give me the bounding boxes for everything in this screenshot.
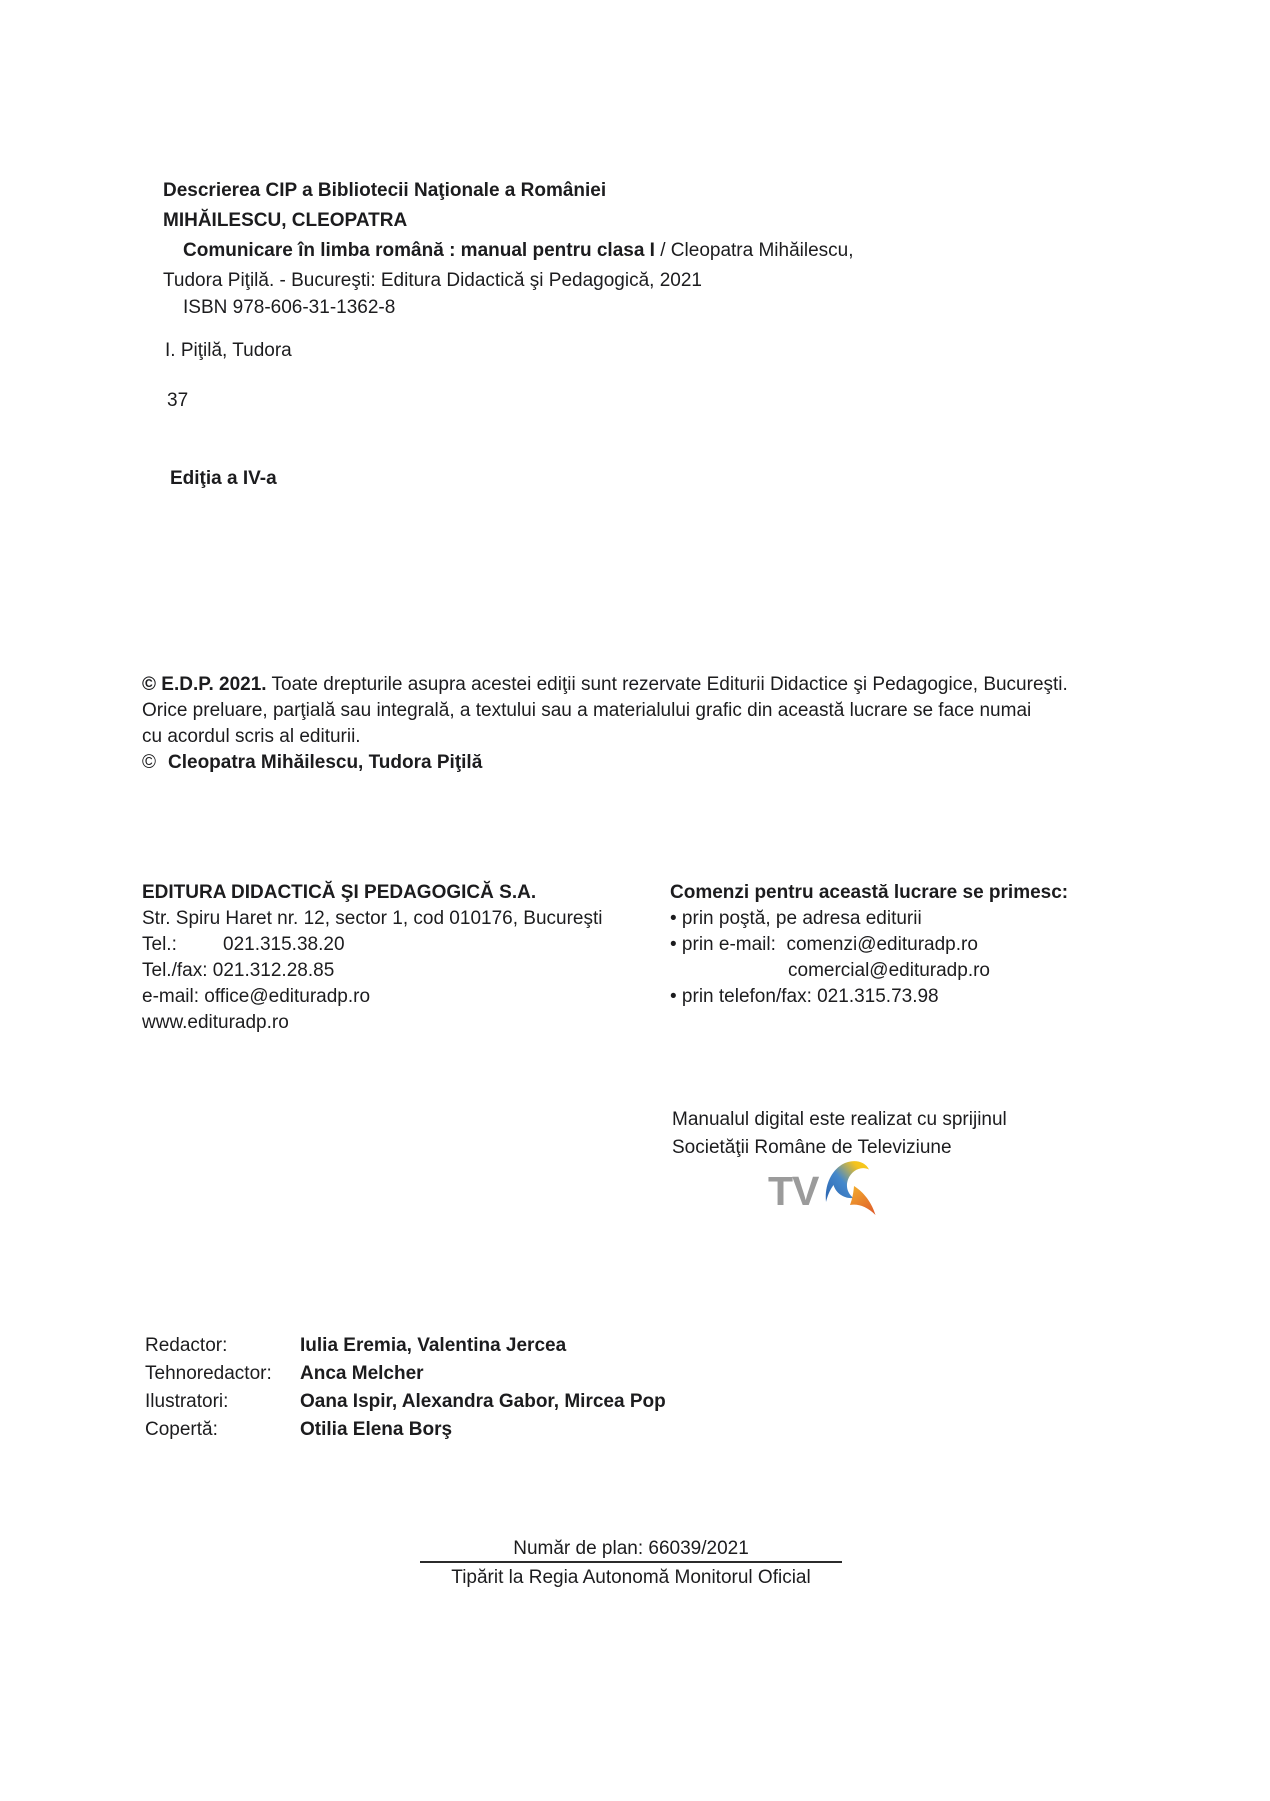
- credits-row-tehnoredactor: [145, 1360, 666, 1388]
- tvr-text-line-1: Manualul digital este realizat cu sprijinul: [672, 1109, 1007, 1130]
- credits-row-ilustratori: [145, 1388, 666, 1416]
- cip-title-line: [163, 236, 854, 266]
- publisher-website: www.edituradp.ro: [142, 1012, 289, 1033]
- copyright-line-3: cu acordul scris al editurii.: [142, 726, 361, 747]
- printing-info: [356, 1537, 906, 1590]
- copyright-block: [142, 672, 1068, 776]
- copyright-rights-text: Toate drepturile asupra acestei ediţii sunt rezervate Editurii Didactice şi Pedagogice, Bucureşti.: [266, 674, 1068, 695]
- publisher-name: EDITURA DIDACTICĂ ŞI PEDAGOGICĂ S.A.: [142, 882, 537, 903]
- tvr-logo: [768, 1160, 884, 1218]
- credits-value: Anca Melcher: [300, 1363, 424, 1384]
- book-title-authors: / Cleopatra Mihăilescu,: [654, 240, 854, 261]
- tvr-text-line-2: Societăţii Române de Televiziune: [672, 1137, 952, 1158]
- orders-bullet-phone: • prin telefon/fax: 021.315.73.98: [670, 986, 939, 1007]
- copyright-line-2: Orice preluare, parţială sau integrală, a textului sau a materialului grafic din această lucrare se face numai: [142, 700, 1032, 721]
- cip-author-heading: MIHĂILESCU, CLEOPATRA: [163, 210, 408, 231]
- cip-imprint-line: Tudora Piţilă. - Bucureşti: Editura Didactică şi Pedagogică, 2021: [163, 270, 702, 291]
- publisher-phone-line: [142, 932, 602, 958]
- credits-value: Otilia Elena Borş: [300, 1419, 453, 1440]
- phone-number: 021.315.38.20: [223, 934, 345, 955]
- cip-classification-number: 37: [167, 390, 189, 411]
- cip-header: Descrierea CIP a Bibliotecii Naţionale a României: [163, 180, 607, 201]
- orders-bullet-post: • prin poştă, pe adresa editurii: [670, 908, 922, 929]
- cip-block: [163, 176, 854, 296]
- orders-block: [670, 880, 1068, 1010]
- cip-index-entry: I. Piţilă, Tudora: [165, 340, 292, 361]
- copyright-line-1: [142, 672, 1068, 698]
- tvr-logo-r-swoosh-icon: [820, 1160, 884, 1218]
- phone-label: Tel.:: [142, 934, 177, 955]
- isbn: ISBN 978-606-31-1362-8: [183, 297, 396, 318]
- credits-value: Iulia Eremia, Valentina Jercea: [300, 1335, 567, 1356]
- orders-email-secondary: comercial@edituradp.ro: [788, 960, 990, 981]
- orders-bullet-email: • prin e-mail: comenzi@edituradp.ro: [670, 934, 978, 955]
- copyright-authors-line: [142, 750, 1068, 776]
- copyright-authors: Cleopatra Mihăilescu, Tudora Piţilă: [168, 752, 483, 773]
- printed-at: Tipărit la Regia Autonomă Monitorul Oficial: [451, 1567, 811, 1588]
- credits-row-coperta: [145, 1416, 666, 1444]
- credits-row-redactor: [145, 1332, 666, 1360]
- copyright-edp: © E.D.P. 2021.: [142, 674, 267, 695]
- copyright-symbol: ©: [142, 752, 156, 773]
- publisher-address: Str. Spiru Haret nr. 12, sector 1, cod 010176, Bucureşti: [142, 908, 603, 929]
- orders-heading: Comenzi pentru această lucrare se primesc:: [670, 882, 1069, 903]
- publisher-email: e-mail: office@edituradp.ro: [142, 986, 371, 1007]
- plan-number: Număr de plan: 66039/2021: [513, 1538, 749, 1559]
- credits-value: Oana Ispir, Alexandra Gabor, Mircea Pop: [300, 1391, 666, 1412]
- credits-label: Redactor:: [145, 1335, 228, 1356]
- book-title: Comunicare în limba română : manual pentru clasa I: [183, 240, 655, 261]
- credits-label: Copertă:: [145, 1419, 218, 1440]
- publisher-block: [142, 880, 602, 1036]
- tvr-logo-letters: TV: [768, 1168, 819, 1214]
- tvr-acknowledgement: [672, 1106, 1007, 1162]
- credits-block: [145, 1332, 666, 1444]
- publisher-telfax: Tel./fax: 021.312.28.85: [142, 960, 335, 981]
- credits-label: Ilustratori:: [145, 1391, 229, 1412]
- footer-divider: [420, 1561, 842, 1563]
- edition-note: Ediţia a IV-a: [170, 468, 277, 489]
- credits-label: Tehnoredactor:: [145, 1363, 272, 1384]
